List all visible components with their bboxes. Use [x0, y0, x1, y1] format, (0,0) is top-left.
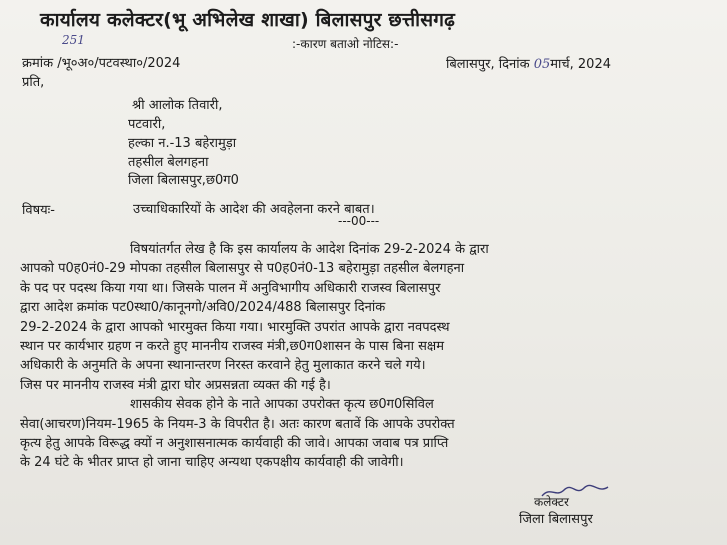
body-line: आपको प0ह0नं0-29 मोपका तहसील बिलासपुर से प0ह0नं0-13 बहेरामुड़ा तहसील बेलगहना	[20, 261, 465, 277]
body-line: द्वारा आदेश क्रमांक पट0स्था0/कानूनगो/अवि0/2024/488 बिलासपुर दिनांक	[20, 300, 386, 316]
recipient-district: जिला बिलासपुर,छ0ग0	[128, 173, 239, 188]
subject-text: उच्चाधिकारियों के आदेश की अवहेलना करने बाबत।	[133, 202, 375, 217]
handwritten-letter-number: 251	[62, 33, 85, 47]
body-line: के पद पर पदस्थ किया गया था। जिसके पालन में अनुविभागीय अधिकारी राजस्व बिलासपुर	[20, 280, 441, 296]
subject-separator: ---00---	[338, 214, 380, 228]
body-line: स्थान पर कार्यभार ग्रहण न करते हुए माननीय राजस्व मंत्री,छ0ग0शासन के पास बिना सक्षम	[20, 338, 444, 354]
body-line: सेवा(आचरण)नियम-1965 के नियम-3 के विपरीत है। अतः कारण बतावें कि आपके उपरोक्त	[20, 416, 455, 432]
signatory-designation: कलेक्टर	[534, 495, 569, 509]
recipient-prefix: प्रति,	[22, 75, 45, 90]
letter-body	[20, 240, 708, 473]
body-line: जिस पर माननीय राजस्व मंत्री द्वारा घोर अप्रसन्नता व्यक्त की गई है।	[20, 377, 331, 393]
recipient-designation: पटवारी,	[128, 117, 166, 132]
body-line: अधिकारी के अनुमति के अपना स्थानान्तरण निरस्त करवाने हेतु मुलाकात करने चले गये।	[20, 358, 426, 374]
place-date-suffix: मार्च, 2024	[550, 57, 611, 72]
body-line: कृत्य हेतु आपके विरूद्ध क्यों न अनुशासनात्मक कार्यवाही की जावे। आपका जवाब पत्र प्राप्ति	[20, 435, 449, 451]
reference-number: क्रमांक /भू०अ०/पटवस्था०/2024	[22, 56, 181, 71]
handwritten-date-day: 05	[533, 57, 551, 72]
body-line: 29-2-2024 के द्वारा आपको भारमुक्त किया गया। भारमुक्ति उपरांत आपके द्वारा नवपदस्थ	[20, 319, 450, 335]
office-title: कार्यालय कलेक्टर(भू अभिलेख शाखा) बिलासपुर छत्तीसगढ़	[40, 9, 456, 31]
place-date	[446, 54, 611, 72]
notice-type-heading: :-कारण बताओ नोटिस:-	[292, 37, 399, 51]
subject-label: विषयः-	[22, 203, 55, 218]
body-line: शासकीय सेवक होने के नाते आपका उपरोक्त कृत्य छ0ग0सिविल	[130, 397, 434, 413]
recipient-name: श्री आलोक तिवारी,	[132, 98, 223, 113]
recipient-halka: हल्का न.-13 बहेरामुड़ा	[128, 136, 237, 151]
recipient-tehsil: तहसील बेलगहना	[128, 155, 209, 170]
place-date-prefix: बिलासपुर, दिनांक	[446, 57, 530, 72]
signatory-district: जिला बिलासपुर	[519, 512, 593, 527]
body-line: के 24 घंटे के भीतर प्राप्त हो जाना चाहिए अन्यथा एकपक्षीय कार्यवाही की जावेगी।	[20, 455, 404, 471]
body-line: विषयांतर्गत लेख है कि इस कार्यालय के आदेश दिनांक 29-2-2024 के द्वारा	[130, 242, 489, 257]
